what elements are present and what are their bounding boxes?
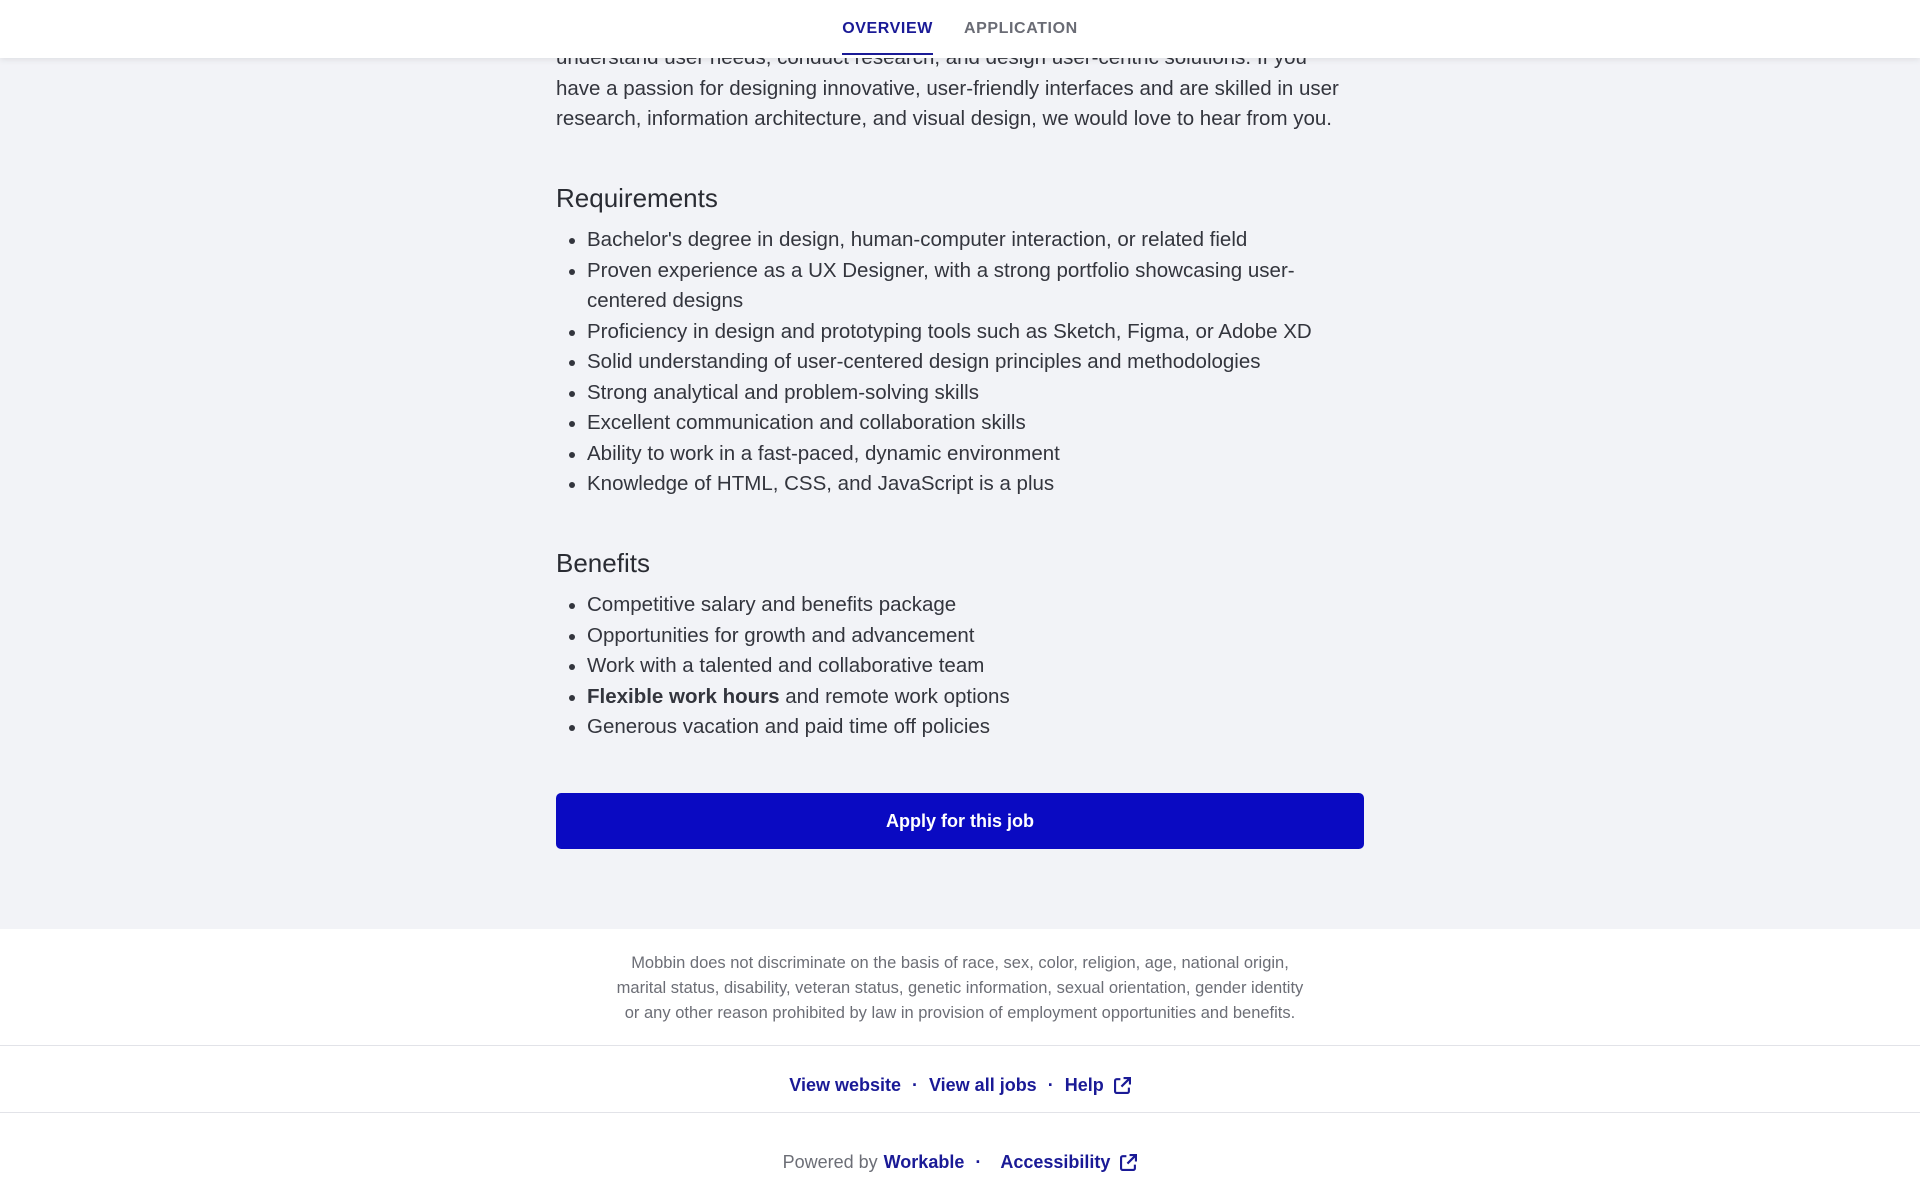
list-item: Proficiency in design and prototyping tools such as Sketch, Figma, or Adobe XD xyxy=(556,317,1364,348)
benefits-heading: Benefits xyxy=(556,548,650,578)
separator: · xyxy=(1047,1074,1054,1095)
list-item: Opportunities for growth and advancement xyxy=(556,621,1364,652)
top-nav xyxy=(0,0,1920,58)
accessibility-link[interactable] xyxy=(1000,1152,1137,1173)
divider xyxy=(0,1045,1920,1046)
apply-button[interactable]: Apply for this job xyxy=(556,793,1364,849)
view-website-link[interactable]: View website xyxy=(789,1074,901,1095)
list-item: Knowledge of HTML, CSS, and JavaScript is a plus xyxy=(556,469,1364,500)
tab-application[interactable]: APPLICATION xyxy=(963,20,1078,37)
accessibility-label: Accessibility xyxy=(1000,1151,1111,1172)
disclaimer-line: or any other reason prohibited by law in provision of employment opportunities and benefits. xyxy=(624,1004,1296,1022)
list-item: Strong analytical and problem-solving skills xyxy=(556,378,1364,409)
footer xyxy=(0,929,1920,1200)
disclaimer xyxy=(0,951,1920,1026)
list-item: Proven experience as a UX Designer, with a strong portfolio showcasing user-centered designs xyxy=(556,256,1364,317)
intro-line: have a passion for designing innovative, user-friendly interfaces and are skilled in user xyxy=(556,76,1339,100)
intro-line: research, information architecture, and visual design, we would love to hear from you. xyxy=(556,107,1332,130)
tab-overview[interactable]: OVERVIEW xyxy=(842,18,933,40)
help-link[interactable] xyxy=(1065,1075,1131,1096)
workable-link[interactable]: Workable xyxy=(883,1151,965,1172)
requirements-heading: Requirements xyxy=(556,183,718,213)
list-item: Solid understanding of user-centered design principles and methodologies xyxy=(556,347,1364,378)
external-link-icon xyxy=(1114,1077,1131,1094)
list-item: Bachelor's degree in design, human-computer interaction, or related field xyxy=(556,225,1364,256)
benefits-list xyxy=(556,590,1364,743)
powered-by-row xyxy=(0,1147,1920,1177)
powered-by-text: Powered by xyxy=(782,1151,878,1172)
requirements-list xyxy=(556,225,1364,500)
list-item-text: and remote work options xyxy=(779,684,1010,708)
list-item: Generous vacation and paid time off policies xyxy=(556,712,1364,743)
list-item: Work with a talented and collaborative team xyxy=(556,651,1364,682)
footer-links xyxy=(0,1070,1920,1100)
separator: · xyxy=(975,1151,982,1172)
list-item: Ability to work in a fast-paced, dynamic environment xyxy=(556,439,1364,470)
list-item: Competitive salary and benefits package xyxy=(556,590,1364,621)
help-label: Help xyxy=(1064,1074,1104,1095)
external-link-icon xyxy=(1120,1154,1137,1171)
view-all-jobs-link[interactable]: View all jobs xyxy=(928,1074,1037,1095)
separator: · xyxy=(911,1074,918,1095)
divider xyxy=(0,1112,1920,1113)
disclaimer-line: marital status, disability, veteran status, genetic information, sexual orientation, gender identity xyxy=(616,979,1304,997)
list-item xyxy=(556,682,1364,713)
list-item: Excellent communication and collaboration skills xyxy=(556,408,1364,439)
disclaimer-line: Mobbin does not discriminate on the basis of race, sex, color, religion, age, national origin, xyxy=(631,954,1289,972)
bold-text: Flexible work hours xyxy=(587,684,780,708)
